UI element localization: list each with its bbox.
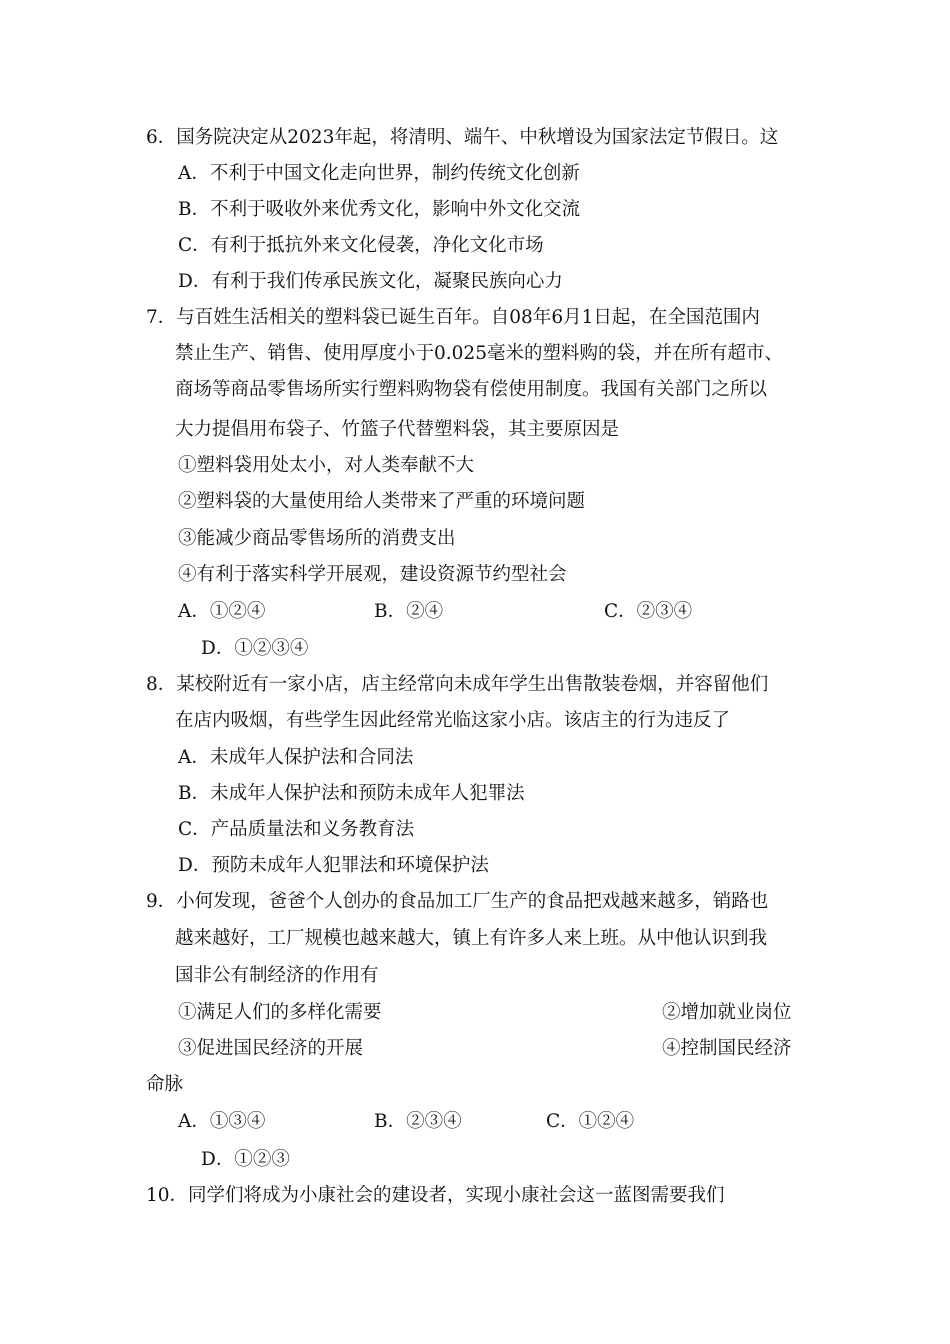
q7-statement-3: ③能减少商品零售场所的消费支出 (178, 528, 456, 549)
q9-statement-2: ②增加就业岗位 (662, 1002, 792, 1023)
q8-option-c: C．产品质量法和义务教育法 (178, 819, 415, 840)
q9-option-c: C．①②④ (546, 1111, 635, 1132)
q9-statement-4-continued: 命脉 (146, 1074, 184, 1095)
q6-option-c: C．有利于抵抗外来文化侵袭，净化文化市场 (178, 235, 544, 256)
q6-option-a: A．不利于中国文化走向世界，制约传统文化创新 (178, 163, 580, 184)
q6-option-b: B．不利于吸收外来优秀文化，影响中外文化交流 (178, 199, 581, 220)
q7-statement-1: ①塑料袋用处太小，对人类奉献不大 (178, 455, 475, 476)
q7-option-a: A．①②④ (178, 601, 266, 622)
q7-option-b: B．②④ (374, 601, 444, 622)
q9-statement-3: ③促进国民经济的开展 (178, 1038, 364, 1059)
q7-option-d: D．①②③④ (201, 638, 309, 659)
q8-option-d: D．预防未成年人犯罪法和环境保护法 (178, 855, 489, 876)
q9-statement-4: ④控制国民经济 (662, 1038, 792, 1059)
q10-stem: 10．同学们将成为小康社会的建设者，实现小康社会这一蓝图需要我们 (146, 1185, 725, 1206)
q8-stem-line1: 8．某校附近有一家小店，店主经常向未成年学生出售散装卷烟，并容留他们 (146, 674, 769, 695)
q8-stem-line2: 在店内吸烟，有些学生因此经常光临这家小店。该店主的行为违反了 (175, 710, 731, 731)
q8-option-b: B．未成年人保护法和预防未成年人犯罪法 (178, 783, 525, 804)
q9-stem-line2: 越来越好，工厂规模也越来越大，镇上有许多人来上班。从中他认识到我 (175, 928, 768, 949)
q9-option-d: D．①②③ (201, 1149, 290, 1170)
q6-stem: 6．国务院决定从2023年起，将清明、端午、中秋增设为国家法定节假日。这 (146, 127, 779, 148)
q7-stem-line4: 大力提倡用布袋子、竹篮子代替塑料袋，其主要原因是 (175, 419, 620, 440)
q8-option-a: A．未成年人保护法和合同法 (178, 747, 414, 768)
q7-statement-2: ②塑料袋的大量使用给人类带来了严重的环境问题 (178, 491, 586, 512)
q7-stem-line3: 商场等商品零售场所实行塑料购物袋有偿使用制度。我国有关部门之所以 (175, 379, 768, 400)
q9-option-b: B．②③④ (374, 1111, 462, 1132)
q6-option-d: D．有利于我们传承民族文化，凝聚民族向心力 (178, 271, 563, 292)
q9-option-a: A．①③④ (178, 1111, 266, 1132)
q9-stem-line1: 9．小何发现，爸爸个人创办的食品加工厂生产的食品把戏越来越多，销路也 (146, 891, 769, 912)
q9-stem-line3: 国非公有制经济的作用有 (175, 965, 379, 986)
q9-statement-1: ①满足人们的多样化需要 (178, 1002, 382, 1023)
q7-statement-4: ④有利于落实科学开展观，建设资源节约型社会 (178, 564, 567, 585)
q7-stem-line1: 7．与百姓生活相关的塑料袋已诞生百年。自08年6月1日起，在全国范围内 (146, 307, 760, 328)
q7-option-c: C．②③④ (604, 601, 693, 622)
q7-stem-line2: 禁止生产、销售、使用厚度小于0.025毫米的塑料购的袋，并在所有超市、 (175, 343, 783, 364)
